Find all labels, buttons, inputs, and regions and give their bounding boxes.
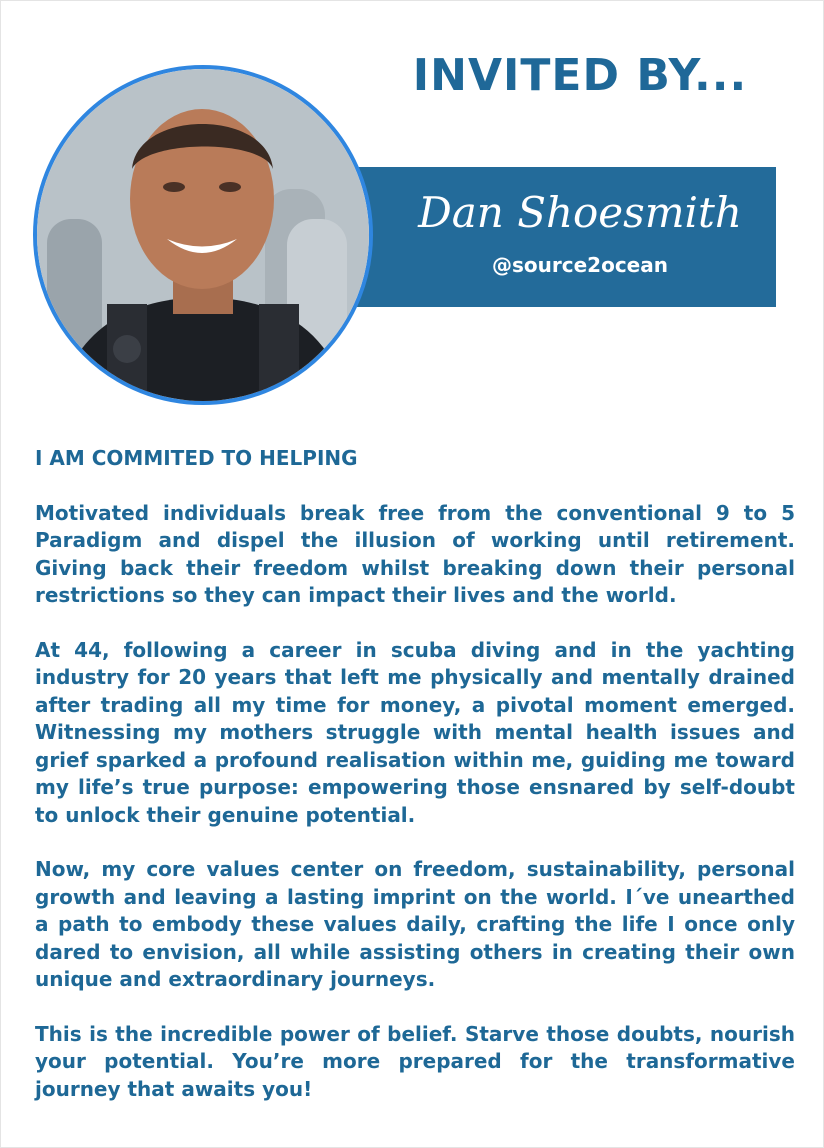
person-photo-icon (37, 69, 369, 401)
bio-paragraph: Motivated individuals break free from the conventional 9 to 5 Paradigm and dispel the illusion of working until retirement. Giving back their freedom whilst breaking down their personal restrictions so they can impact their lives and the world. (35, 500, 795, 607)
page-title: INVITED BY... (412, 50, 748, 101)
intro-heading: I AM COMMITED TO HELPING (35, 446, 358, 470)
profile-handle: @source2ocean (492, 253, 668, 277)
profile-name: Dan Shoesmith (418, 188, 742, 237)
bio-paragraph: This is the incredible power of belief. Starve those doubts, nourish your potential. You’re more prepared for the transformative journey that awaits you! (35, 1021, 795, 1101)
bio-paragraph: At 44, following a career in scuba diving and in the yachting industry for 20 years that left me physically and mentally drained after trading all my time for money, a pivotal moment emerged. Witnessing my mothers struggle with mental health issues and grief sparked a profound realisation within me, guiding me toward my life’s true purpose: empowering those ensnared by self-doubt to unlock their genuine potential. (35, 637, 795, 827)
bio-content (35, 445, 795, 1130)
bio-paragraph: Now, my core values center on freedom, sustainability, personal growth and leaving a lasting imprint on the world. I´ve unearthed a path to embody these values daily, crafting the life I once only dared to envision, all while assisting others in creating their own unique and extraordinary journeys. (35, 857, 795, 991)
profile-photo (33, 65, 373, 405)
